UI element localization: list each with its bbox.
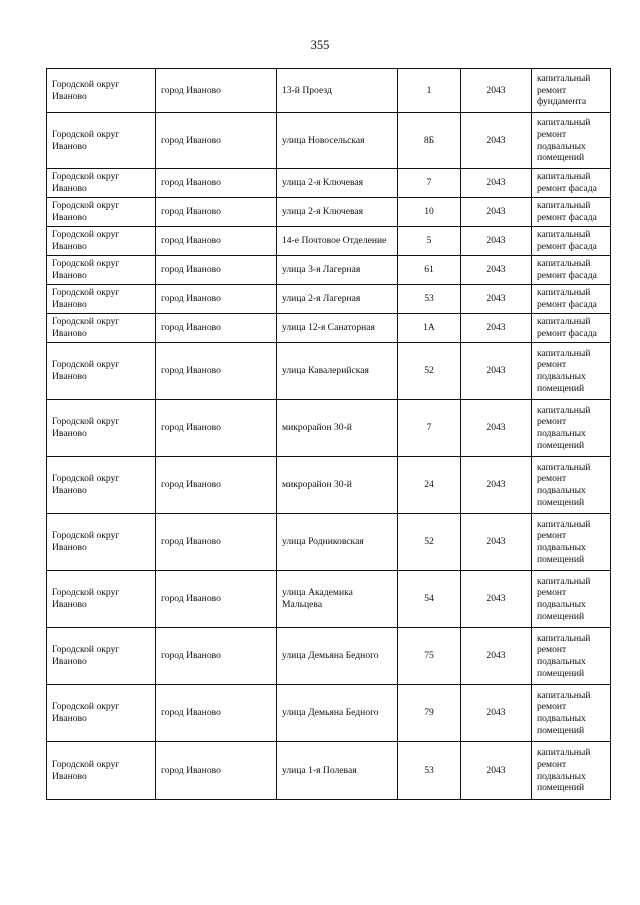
cell-house: 7 [398,169,461,198]
cell-work: капитальный ремонт фасада [532,198,611,227]
cell-house: 5 [398,227,461,256]
cell-house: 53 [398,742,461,800]
cell-street: улица Кавалерийская [277,343,398,400]
cell-house: 53 [398,285,461,314]
cell-year: 2043 [461,343,532,400]
cell-work: капитальный ремонт фасада [532,314,611,343]
cell-city: город Иваново [156,514,277,571]
cell-street: улица 2-я Ключевая [277,198,398,227]
cell-city: город Иваново [156,285,277,314]
cell-street: улица 2-я Ключевая [277,169,398,198]
cell-city: город Иваново [156,69,277,113]
cell-city: город Иваново [156,256,277,285]
cell-street: улица 3-я Лагерная [277,256,398,285]
cell-house: 54 [398,571,461,628]
cell-street: улица Родниковская [277,514,398,571]
cell-street: 13-й Проезд [277,69,398,113]
cell-street: микрорайон 30-й [277,400,398,457]
table-row [47,69,611,113]
cell-year: 2043 [461,685,532,742]
cell-house: 52 [398,514,461,571]
cell-house: 52 [398,343,461,400]
cell-year: 2043 [461,198,532,227]
table-row [47,169,611,198]
cell-city: город Иваново [156,571,277,628]
cell-house: 8Б [398,113,461,169]
cell-house: 61 [398,256,461,285]
cell-city: город Иваново [156,628,277,685]
table-body [47,69,611,800]
cell-city: город Иваново [156,198,277,227]
table-row [47,400,611,457]
cell-work: капитальный ремонт подвальных помещений [532,343,611,400]
cell-okrug: Городской округ Иваново [47,343,156,400]
cell-work: капитальный ремонт фасада [532,256,611,285]
cell-work: капитальный ремонт фундамента [532,69,611,113]
table-row [47,514,611,571]
cell-work: капитальный ремонт подвальных помещений [532,742,611,800]
cell-okrug: Городской округ Иваново [47,169,156,198]
table-row [47,343,611,400]
cell-street: микрорайон 30-й [277,457,398,514]
cell-work: капитальный ремонт фасада [532,227,611,256]
cell-year: 2043 [461,400,532,457]
cell-city: город Иваново [156,742,277,800]
cell-city: город Иваново [156,400,277,457]
cell-work: капитальный ремонт подвальных помещений [532,571,611,628]
table-row [47,285,611,314]
table-row [47,571,611,628]
table-row [47,198,611,227]
cell-work: капитальный ремонт подвальных помещений [532,400,611,457]
cell-year: 2043 [461,457,532,514]
cell-city: город Иваново [156,169,277,198]
cell-street: улица Новосельская [277,113,398,169]
cell-year: 2043 [461,742,532,800]
cell-year: 2043 [461,227,532,256]
cell-year: 2043 [461,256,532,285]
cell-year: 2043 [461,285,532,314]
cell-okrug: Городской округ Иваново [47,285,156,314]
table-row [47,742,611,800]
cell-street: 14-е Почтовое Отделение [277,227,398,256]
cell-house: 1 [398,69,461,113]
cell-year: 2043 [461,514,532,571]
cell-work: капитальный ремонт подвальных помещений [532,514,611,571]
table-row [47,314,611,343]
repair-schedule-table [46,68,611,800]
cell-street: улица Демьяна Бедного [277,685,398,742]
cell-city: город Иваново [156,457,277,514]
cell-okrug: Городской округ Иваново [47,400,156,457]
cell-okrug: Городской округ Иваново [47,457,156,514]
cell-year: 2043 [461,314,532,343]
cell-house: 75 [398,628,461,685]
cell-okrug: Городской округ Иваново [47,571,156,628]
cell-street: улица Академика Мальцева [277,571,398,628]
cell-city: город Иваново [156,314,277,343]
cell-street: улица Демьяна Бедного [277,628,398,685]
cell-work: капитальный ремонт фасада [532,169,611,198]
cell-okrug: Городской округ Иваново [47,198,156,227]
cell-okrug: Городской округ Иваново [47,685,156,742]
cell-house: 1А [398,314,461,343]
cell-house: 24 [398,457,461,514]
table-row [47,628,611,685]
cell-city: город Иваново [156,227,277,256]
cell-street: улица 12-я Санаторная [277,314,398,343]
cell-work: капитальный ремонт подвальных помещений [532,628,611,685]
cell-street: улица 2-я Лагерная [277,285,398,314]
cell-city: город Иваново [156,343,277,400]
cell-okrug: Городской округ Иваново [47,314,156,343]
table-row [47,457,611,514]
cell-year: 2043 [461,69,532,113]
cell-okrug: Городской округ Иваново [47,742,156,800]
cell-city: город Иваново [156,685,277,742]
cell-work: капитальный ремонт фасада [532,285,611,314]
cell-year: 2043 [461,169,532,198]
table-row [47,685,611,742]
cell-okrug: Городской округ Иваново [47,113,156,169]
cell-okrug: Городской округ Иваново [47,227,156,256]
cell-house: 79 [398,685,461,742]
cell-year: 2043 [461,113,532,169]
cell-okrug: Городской округ Иваново [47,628,156,685]
cell-street: улица 1-я Полевая [277,742,398,800]
table-row [47,256,611,285]
table-row [47,227,611,256]
cell-city: город Иваново [156,113,277,169]
cell-work: капитальный ремонт подвальных помещений [532,685,611,742]
cell-okrug: Городской округ Иваново [47,69,156,113]
cell-house: 10 [398,198,461,227]
cell-okrug: Городской округ Иваново [47,514,156,571]
cell-okrug: Городской округ Иваново [47,256,156,285]
cell-work: капитальный ремонт подвальных помещений [532,113,611,169]
cell-house: 7 [398,400,461,457]
table-row [47,113,611,169]
cell-year: 2043 [461,628,532,685]
cell-year: 2043 [461,571,532,628]
cell-work: капитальный ремонт подвальных помещений [532,457,611,514]
page-number: 355 [310,38,330,52]
